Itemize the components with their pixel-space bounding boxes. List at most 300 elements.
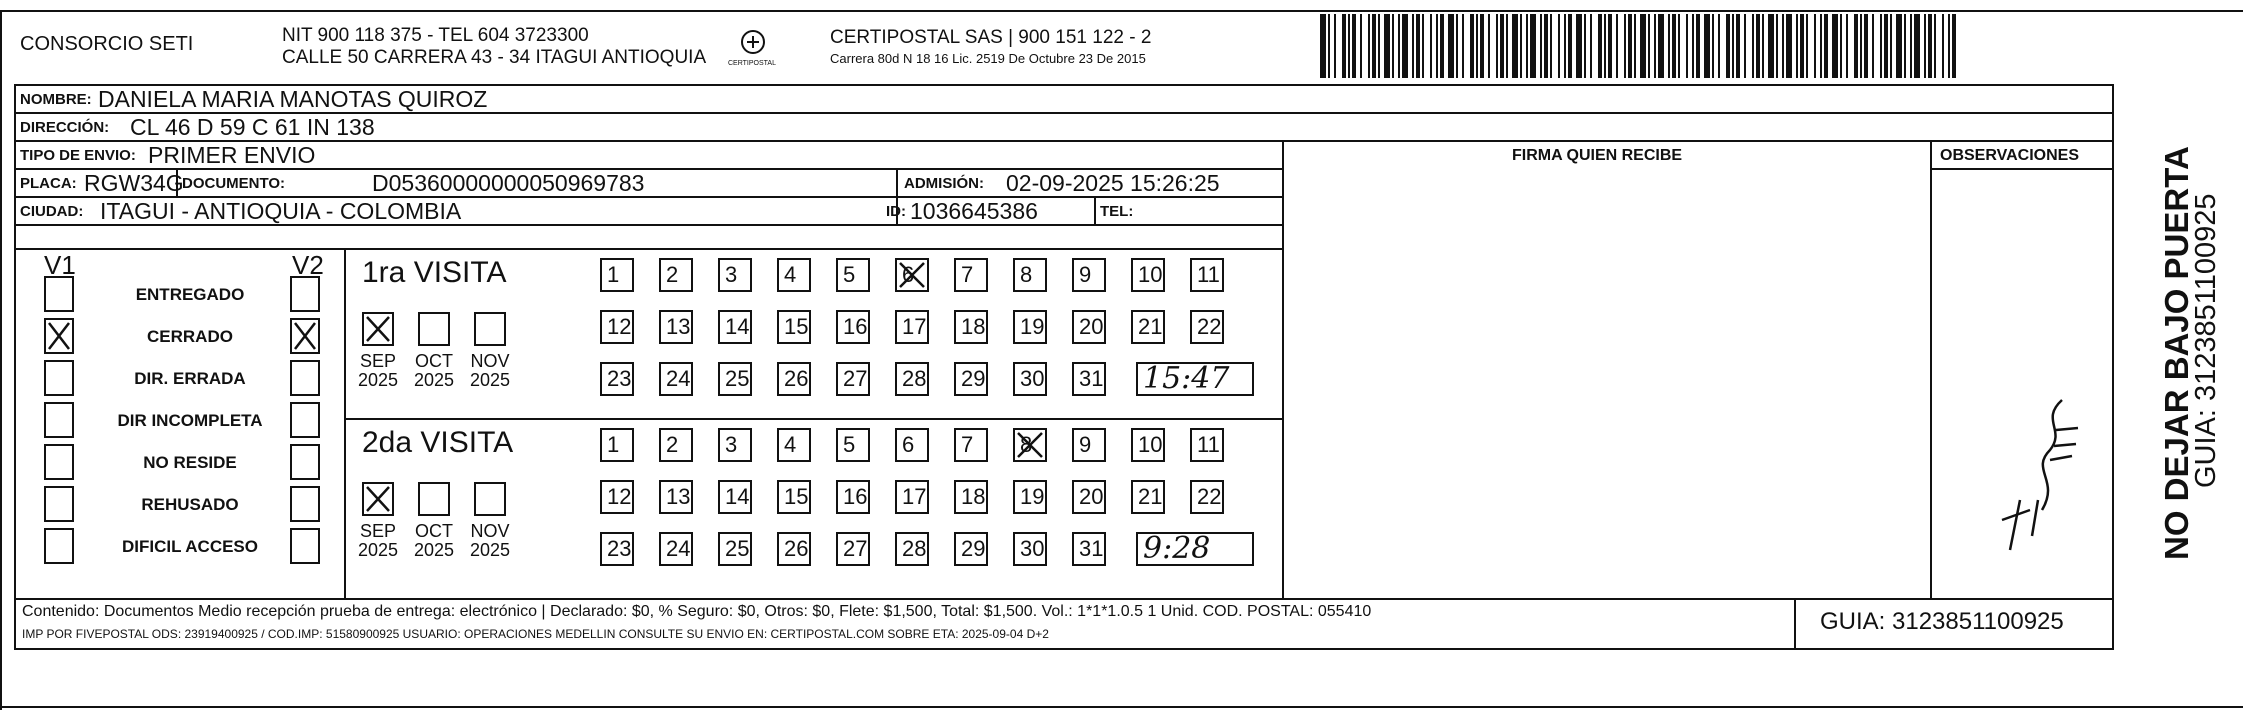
v2-checkbox[interactable] bbox=[290, 444, 320, 480]
month-name: SEP bbox=[359, 521, 397, 541]
barcode-bar bbox=[1576, 14, 1582, 78]
barcode-bar bbox=[1686, 14, 1688, 78]
day-number: 13 bbox=[666, 314, 691, 339]
row-line-6 bbox=[14, 248, 1282, 250]
day-number: 4 bbox=[784, 432, 797, 457]
barcode-bar bbox=[1800, 14, 1804, 78]
day-box[interactable] bbox=[659, 480, 693, 514]
day-number: 25 bbox=[725, 536, 750, 561]
barcode-bar bbox=[1672, 14, 1676, 78]
status-label: DIR. ERRADA bbox=[134, 369, 246, 388]
barcode-bar bbox=[1384, 14, 1390, 78]
direccion-label: DIRECCIÓN: bbox=[20, 119, 110, 136]
v2-checkbox[interactable] bbox=[290, 360, 320, 396]
barcode-bar bbox=[1782, 14, 1784, 78]
day-box[interactable] bbox=[600, 258, 634, 292]
barcode-bar bbox=[1732, 14, 1734, 78]
day-number: 21 bbox=[1138, 314, 1163, 339]
day-number: 28 bbox=[902, 366, 927, 391]
barcode-bar bbox=[1530, 14, 1536, 78]
day-box[interactable] bbox=[659, 428, 693, 462]
barcode-bar bbox=[1768, 14, 1774, 78]
barcode-bar bbox=[1762, 14, 1764, 78]
v1-checkbox[interactable] bbox=[44, 318, 74, 354]
day-number: 15 bbox=[784, 484, 809, 509]
day-box[interactable] bbox=[1072, 532, 1106, 566]
barcode-bar bbox=[1648, 14, 1650, 78]
day-number: 15 bbox=[784, 314, 809, 339]
barcode-bar bbox=[1520, 14, 1522, 78]
day-number: 13 bbox=[666, 484, 691, 509]
barcode-bar bbox=[1718, 14, 1720, 78]
barcode-bar bbox=[1348, 14, 1350, 78]
barcode-bar bbox=[1436, 14, 1438, 78]
certipostal-logo bbox=[726, 28, 780, 72]
barcode-bar bbox=[1692, 14, 1694, 78]
barcode-bar bbox=[1590, 14, 1592, 78]
day-box[interactable] bbox=[600, 532, 634, 566]
v1-checkbox[interactable] bbox=[44, 402, 74, 438]
day-box[interactable] bbox=[659, 532, 693, 566]
barcode-bar bbox=[1328, 14, 1330, 78]
day-number: 27 bbox=[843, 366, 868, 391]
v1-checkbox[interactable] bbox=[44, 360, 74, 396]
day-box[interactable] bbox=[895, 362, 929, 396]
barcode-bar bbox=[1544, 14, 1548, 78]
v1-checkbox[interactable] bbox=[44, 528, 74, 564]
barcode-bar bbox=[1796, 14, 1798, 78]
day-number: 23 bbox=[607, 366, 632, 391]
barcode-bar bbox=[1914, 14, 1920, 78]
day-box[interactable] bbox=[659, 362, 693, 396]
barcode-bar bbox=[1820, 14, 1822, 78]
barcode-bar bbox=[1398, 14, 1400, 78]
day-number: 5 bbox=[843, 262, 856, 287]
time-box[interactable] bbox=[1136, 532, 1254, 566]
barcode-bar bbox=[1744, 14, 1746, 78]
day-number: 29 bbox=[961, 366, 986, 391]
day-number: 8 bbox=[1020, 262, 1033, 287]
barcode-bar bbox=[1752, 14, 1754, 78]
day-number: 19 bbox=[1020, 484, 1045, 509]
direccion-value: CL 46 D 59 C 61 IN 138 bbox=[130, 114, 375, 140]
day-number: 2 bbox=[666, 432, 679, 457]
barcode-bar bbox=[1416, 14, 1420, 78]
day-box[interactable] bbox=[1131, 428, 1165, 462]
barcode-bar bbox=[1616, 14, 1618, 78]
day-box[interactable] bbox=[718, 258, 752, 292]
day-box[interactable] bbox=[1131, 480, 1165, 514]
day-box[interactable] bbox=[1072, 428, 1106, 462]
month-label bbox=[411, 522, 457, 560]
day-box[interactable] bbox=[954, 258, 988, 292]
day-box[interactable] bbox=[836, 362, 870, 396]
day-number: 1 bbox=[607, 262, 620, 287]
day-box[interactable] bbox=[1013, 310, 1047, 344]
day-box[interactable] bbox=[895, 532, 929, 566]
month-year: 2025 bbox=[469, 369, 511, 390]
barcode-bar bbox=[1320, 14, 1326, 78]
day-box[interactable] bbox=[777, 362, 811, 396]
visit-title: 2da VISITA bbox=[362, 426, 514, 459]
barcode-bar bbox=[1598, 14, 1602, 78]
month-year: 2025 bbox=[469, 539, 511, 560]
day-box[interactable] bbox=[895, 480, 929, 514]
month-name: NOV bbox=[470, 351, 510, 371]
day-box[interactable] bbox=[1131, 258, 1165, 292]
ciudad-label: CIUDAD: bbox=[20, 203, 84, 220]
bottom-border bbox=[0, 706, 2243, 708]
barcode bbox=[1320, 14, 1960, 78]
status-label: ENTREGADO bbox=[135, 285, 245, 304]
day-number: 24 bbox=[666, 536, 691, 561]
day-number: 5 bbox=[843, 432, 856, 457]
v2-checkbox[interactable] bbox=[290, 276, 320, 312]
month-label bbox=[467, 522, 513, 560]
barcode-bar bbox=[1668, 14, 1670, 78]
day-box[interactable] bbox=[954, 428, 988, 462]
barcode-bar bbox=[1634, 14, 1636, 78]
day-number: 9 bbox=[1079, 262, 1092, 287]
day-box[interactable] bbox=[600, 310, 634, 344]
day-number: 17 bbox=[902, 314, 927, 339]
tel-label: TEL: bbox=[1100, 203, 1134, 220]
day-number: 18 bbox=[961, 484, 986, 509]
day-number: 2 bbox=[666, 262, 679, 287]
day-box[interactable] bbox=[600, 428, 634, 462]
month-year: 2025 bbox=[357, 539, 399, 560]
side-guia: GUIA: 3123851100925 bbox=[2190, 193, 2222, 488]
day-number: 24 bbox=[666, 366, 691, 391]
barcode-bar bbox=[1696, 14, 1700, 78]
signature bbox=[1980, 360, 2090, 560]
day-number: 30 bbox=[1020, 366, 1045, 391]
day-number: 17 bbox=[902, 484, 927, 509]
barcode-bar bbox=[1880, 14, 1882, 78]
barcode-bar bbox=[1756, 14, 1760, 78]
v2-checkbox[interactable] bbox=[290, 528, 320, 564]
barcode-bar bbox=[1806, 14, 1808, 78]
footer-contenido: Contenido: Documentos Medio recepción prueba de entrega: electrónico | Declarado: $0, % Seguro: $0, Otros: $0, Flete: $1,500, Total: $1,500. Vol.: 1*1*1.0.5 1 Unid. COD. POSTAL: 055410 bbox=[22, 603, 1372, 620]
barcode-bar bbox=[1412, 14, 1414, 78]
day-box[interactable] bbox=[600, 362, 634, 396]
day-box[interactable] bbox=[718, 428, 752, 462]
day-box[interactable] bbox=[954, 310, 988, 344]
barcode-bar bbox=[1860, 14, 1862, 78]
barcode-bar bbox=[1506, 14, 1508, 78]
barcode-bar bbox=[1624, 14, 1626, 78]
barcode-bar bbox=[1500, 14, 1504, 78]
day-number: 8 bbox=[1020, 432, 1033, 457]
day-box[interactable] bbox=[777, 480, 811, 514]
day-box[interactable] bbox=[1072, 480, 1106, 514]
v2-checkbox[interactable] bbox=[290, 486, 320, 522]
barcode-bar bbox=[1462, 14, 1464, 78]
barcode-bar bbox=[1360, 14, 1362, 78]
day-box[interactable] bbox=[836, 310, 870, 344]
barcode-bar bbox=[1640, 14, 1646, 78]
day-number: 26 bbox=[784, 366, 809, 391]
day-number: 20 bbox=[1079, 484, 1104, 509]
barcode-bar bbox=[1840, 14, 1842, 78]
placa-label: PLACA: bbox=[20, 175, 77, 192]
barcode-bar bbox=[1378, 14, 1380, 78]
day-number: 27 bbox=[843, 536, 868, 561]
day-number: 11 bbox=[1197, 262, 1220, 287]
ciudad-value: ITAGUI - ANTIOQUIA - COLOMBIA bbox=[100, 198, 462, 224]
barcode-bar bbox=[1470, 14, 1474, 78]
day-box[interactable] bbox=[895, 310, 929, 344]
v1-checkbox[interactable] bbox=[44, 444, 74, 480]
barcode-bar bbox=[1558, 14, 1560, 78]
admision-value: 02-09-2025 15:26:25 bbox=[1006, 170, 1220, 196]
barcode-bar bbox=[1864, 14, 1868, 78]
barcode-bar bbox=[1678, 14, 1680, 78]
day-number: 4 bbox=[784, 262, 797, 287]
guia-left-line bbox=[1794, 598, 1796, 650]
documento-value: D05360000000050969783 bbox=[372, 170, 645, 196]
day-box[interactable] bbox=[718, 532, 752, 566]
day-box[interactable] bbox=[1072, 310, 1106, 344]
time-value: 15:47 bbox=[1143, 361, 1230, 396]
visit-title: 1ra VISITA bbox=[362, 256, 507, 289]
v2-checkbox[interactable] bbox=[290, 402, 320, 438]
x-mark-icon bbox=[364, 314, 392, 344]
day-number: 20 bbox=[1079, 314, 1104, 339]
day-number: 22 bbox=[1197, 314, 1222, 339]
day-number: 25 bbox=[725, 366, 750, 391]
barcode-bar bbox=[1832, 14, 1838, 78]
day-number: 18 bbox=[961, 314, 986, 339]
day-box[interactable] bbox=[895, 258, 929, 292]
firma-header: FIRMA QUIEN RECIBE bbox=[1512, 147, 1683, 164]
day-box[interactable] bbox=[836, 532, 870, 566]
barcode-bar bbox=[1890, 14, 1892, 78]
day-box[interactable] bbox=[1013, 362, 1047, 396]
side-no-dejar: NO DEJAR BAJO PUERTA bbox=[2158, 146, 2195, 560]
placa-value: RGW34G bbox=[84, 170, 184, 196]
tipo-value: PRIMER ENVIO bbox=[148, 142, 316, 168]
day-box[interactable] bbox=[1013, 428, 1047, 462]
barcode-bar bbox=[1372, 14, 1376, 78]
barcode-bar bbox=[1430, 14, 1432, 78]
x-mark-icon bbox=[897, 260, 927, 290]
day-box[interactable] bbox=[1190, 480, 1224, 514]
barcode-bar bbox=[1654, 14, 1656, 78]
month-label bbox=[355, 352, 401, 390]
month-checkbox[interactable] bbox=[362, 482, 394, 516]
x-mark-icon bbox=[46, 320, 72, 352]
day-box[interactable] bbox=[718, 310, 752, 344]
barcode-bar bbox=[1392, 14, 1394, 78]
row-line-footer bbox=[14, 598, 2114, 600]
address-line: CALLE 50 CARRERA 43 - 34 ITAGUI ANTIOQUIA bbox=[282, 47, 707, 68]
day-number: 22 bbox=[1197, 484, 1222, 509]
barcode-bar bbox=[1884, 14, 1888, 78]
barcode-bar bbox=[1564, 14, 1566, 78]
visit-divider bbox=[344, 418, 1282, 420]
logo-text: CERTIPOSTAL bbox=[728, 60, 776, 67]
barcode-bar bbox=[1910, 14, 1912, 78]
certipostal-line: CERTIPOSTAL SAS | 900 151 122 - 2 bbox=[830, 27, 1152, 48]
barcode-bar bbox=[1368, 14, 1370, 78]
day-box[interactable] bbox=[1072, 258, 1106, 292]
month-checkbox[interactable] bbox=[362, 312, 394, 346]
month-checkbox[interactable] bbox=[474, 482, 506, 516]
admision-label: ADMISIÓN: bbox=[904, 175, 984, 192]
day-box[interactable] bbox=[1190, 310, 1224, 344]
x-mark-icon bbox=[1015, 430, 1045, 460]
barcode-bar bbox=[1854, 14, 1858, 78]
barcode-bar bbox=[1456, 14, 1458, 78]
day-box[interactable] bbox=[1131, 310, 1165, 344]
footer-guia: GUIA: 3123851100925 bbox=[1820, 608, 2064, 635]
barcode-bar bbox=[1704, 14, 1710, 78]
row-line-3b bbox=[1930, 168, 2114, 170]
v1-checkbox[interactable] bbox=[44, 276, 74, 312]
tipo-label: TIPO DE ENVIO: bbox=[20, 147, 136, 164]
day-box[interactable] bbox=[777, 532, 811, 566]
day-number: 1 bbox=[607, 432, 620, 457]
day-number: 28 bbox=[902, 536, 927, 561]
barcode-bar bbox=[1846, 14, 1848, 78]
day-number: 10 bbox=[1138, 432, 1163, 457]
barcode-bar bbox=[1786, 14, 1792, 78]
day-number: 19 bbox=[1020, 314, 1045, 339]
tel-left-line bbox=[1094, 196, 1096, 224]
month-checkbox[interactable] bbox=[418, 482, 450, 516]
day-box[interactable] bbox=[718, 480, 752, 514]
month-label bbox=[355, 522, 401, 560]
barcode-bar bbox=[1776, 14, 1778, 78]
x-mark-icon bbox=[292, 320, 318, 352]
day-number: 3 bbox=[725, 262, 738, 287]
day-box[interactable] bbox=[659, 258, 693, 292]
barcode-bar bbox=[1540, 14, 1542, 78]
barcode-bar bbox=[1658, 14, 1664, 78]
x-mark-icon bbox=[364, 484, 392, 514]
day-box[interactable] bbox=[895, 428, 929, 462]
barcode-bar bbox=[1726, 14, 1730, 78]
day-number: 30 bbox=[1020, 536, 1045, 561]
barcode-bar bbox=[1480, 14, 1484, 78]
firma-left-line bbox=[1282, 140, 1284, 598]
barcode-bar bbox=[1448, 14, 1454, 78]
day-box[interactable] bbox=[954, 532, 988, 566]
v2-checkbox[interactable] bbox=[290, 318, 320, 354]
visits-left-line bbox=[344, 248, 346, 598]
month-checkbox[interactable] bbox=[418, 312, 450, 346]
day-box[interactable] bbox=[600, 480, 634, 514]
day-box[interactable] bbox=[1190, 428, 1224, 462]
month-name: OCT bbox=[415, 351, 453, 371]
status-label: DIFICIL ACCESO bbox=[121, 537, 258, 556]
placa-divider bbox=[176, 168, 178, 196]
month-name: OCT bbox=[415, 521, 453, 541]
day-box[interactable] bbox=[777, 258, 811, 292]
v2-label: V2 bbox=[292, 250, 324, 280]
day-number: 12 bbox=[607, 314, 632, 339]
day-box[interactable] bbox=[836, 480, 870, 514]
month-name: NOV bbox=[470, 521, 510, 541]
day-box[interactable] bbox=[954, 362, 988, 396]
status-label: DIR INCOMPLETA bbox=[117, 411, 263, 430]
barcode-bar bbox=[1584, 14, 1586, 78]
day-number: 31 bbox=[1079, 366, 1104, 391]
barcode-bar bbox=[1608, 14, 1612, 78]
day-number: 6 bbox=[902, 262, 915, 287]
day-box[interactable] bbox=[1013, 532, 1047, 566]
barcode-bar bbox=[1814, 14, 1816, 78]
day-box[interactable] bbox=[1072, 362, 1106, 396]
day-box[interactable] bbox=[1190, 258, 1224, 292]
id-label: ID: bbox=[886, 203, 906, 220]
barcode-bar bbox=[1512, 14, 1518, 78]
day-box[interactable] bbox=[777, 428, 811, 462]
day-number: 29 bbox=[961, 536, 986, 561]
barcode-bar bbox=[1402, 14, 1408, 78]
id-value: 1036645386 bbox=[910, 198, 1038, 224]
month-name: SEP bbox=[359, 351, 397, 371]
time-box[interactable] bbox=[1136, 362, 1254, 396]
day-box[interactable] bbox=[718, 362, 752, 396]
barcode-bar bbox=[1736, 14, 1740, 78]
left-border bbox=[0, 10, 2, 710]
barcode-bar bbox=[1550, 14, 1552, 78]
day-number: 10 bbox=[1138, 262, 1163, 287]
day-box[interactable] bbox=[777, 310, 811, 344]
day-number: 14 bbox=[725, 314, 750, 339]
barcode-bar bbox=[1896, 14, 1902, 78]
day-box[interactable] bbox=[659, 310, 693, 344]
row-line-5 bbox=[14, 224, 1282, 226]
status-label: NO RESIDE bbox=[143, 453, 237, 472]
day-number: 26 bbox=[784, 536, 809, 561]
day-box[interactable] bbox=[1013, 258, 1047, 292]
barcode-bar bbox=[1422, 14, 1424, 78]
month-label bbox=[467, 352, 513, 390]
barcode-bar bbox=[1928, 14, 1932, 78]
month-year: 2025 bbox=[413, 369, 455, 390]
day-number: 7 bbox=[961, 262, 974, 287]
top-border bbox=[0, 10, 2243, 12]
day-number: 3 bbox=[725, 432, 738, 457]
barcode-bar bbox=[1948, 14, 1950, 78]
day-box[interactable] bbox=[1013, 480, 1047, 514]
barcode-bar bbox=[1872, 14, 1874, 78]
status-label: CERRADO bbox=[147, 327, 233, 346]
barcode-bar bbox=[1488, 14, 1490, 78]
row-line-2 bbox=[14, 140, 2114, 142]
time-value: 9:28 bbox=[1143, 531, 1211, 566]
day-box[interactable] bbox=[954, 480, 988, 514]
day-number: 16 bbox=[843, 484, 868, 509]
status-label: REHUSADO bbox=[141, 495, 239, 514]
day-box[interactable] bbox=[836, 428, 870, 462]
day-number: 23 bbox=[607, 536, 632, 561]
barcode-bar bbox=[1342, 14, 1346, 78]
day-number: 6 bbox=[902, 432, 915, 457]
barcode-bar bbox=[1604, 14, 1606, 78]
certipostal-sub: Carrera 80d N 18 16 Lic. 2519 De Octubre 23 De 2015 bbox=[830, 51, 1146, 66]
v1-checkbox[interactable] bbox=[44, 486, 74, 522]
day-number: 7 bbox=[961, 432, 974, 457]
nombre-value: DANIELA MARIA MANOTAS QUIROZ bbox=[98, 86, 488, 112]
day-box[interactable] bbox=[836, 258, 870, 292]
v1-label: V1 bbox=[44, 250, 76, 280]
month-checkbox[interactable] bbox=[474, 312, 506, 346]
day-number: 21 bbox=[1138, 484, 1163, 509]
